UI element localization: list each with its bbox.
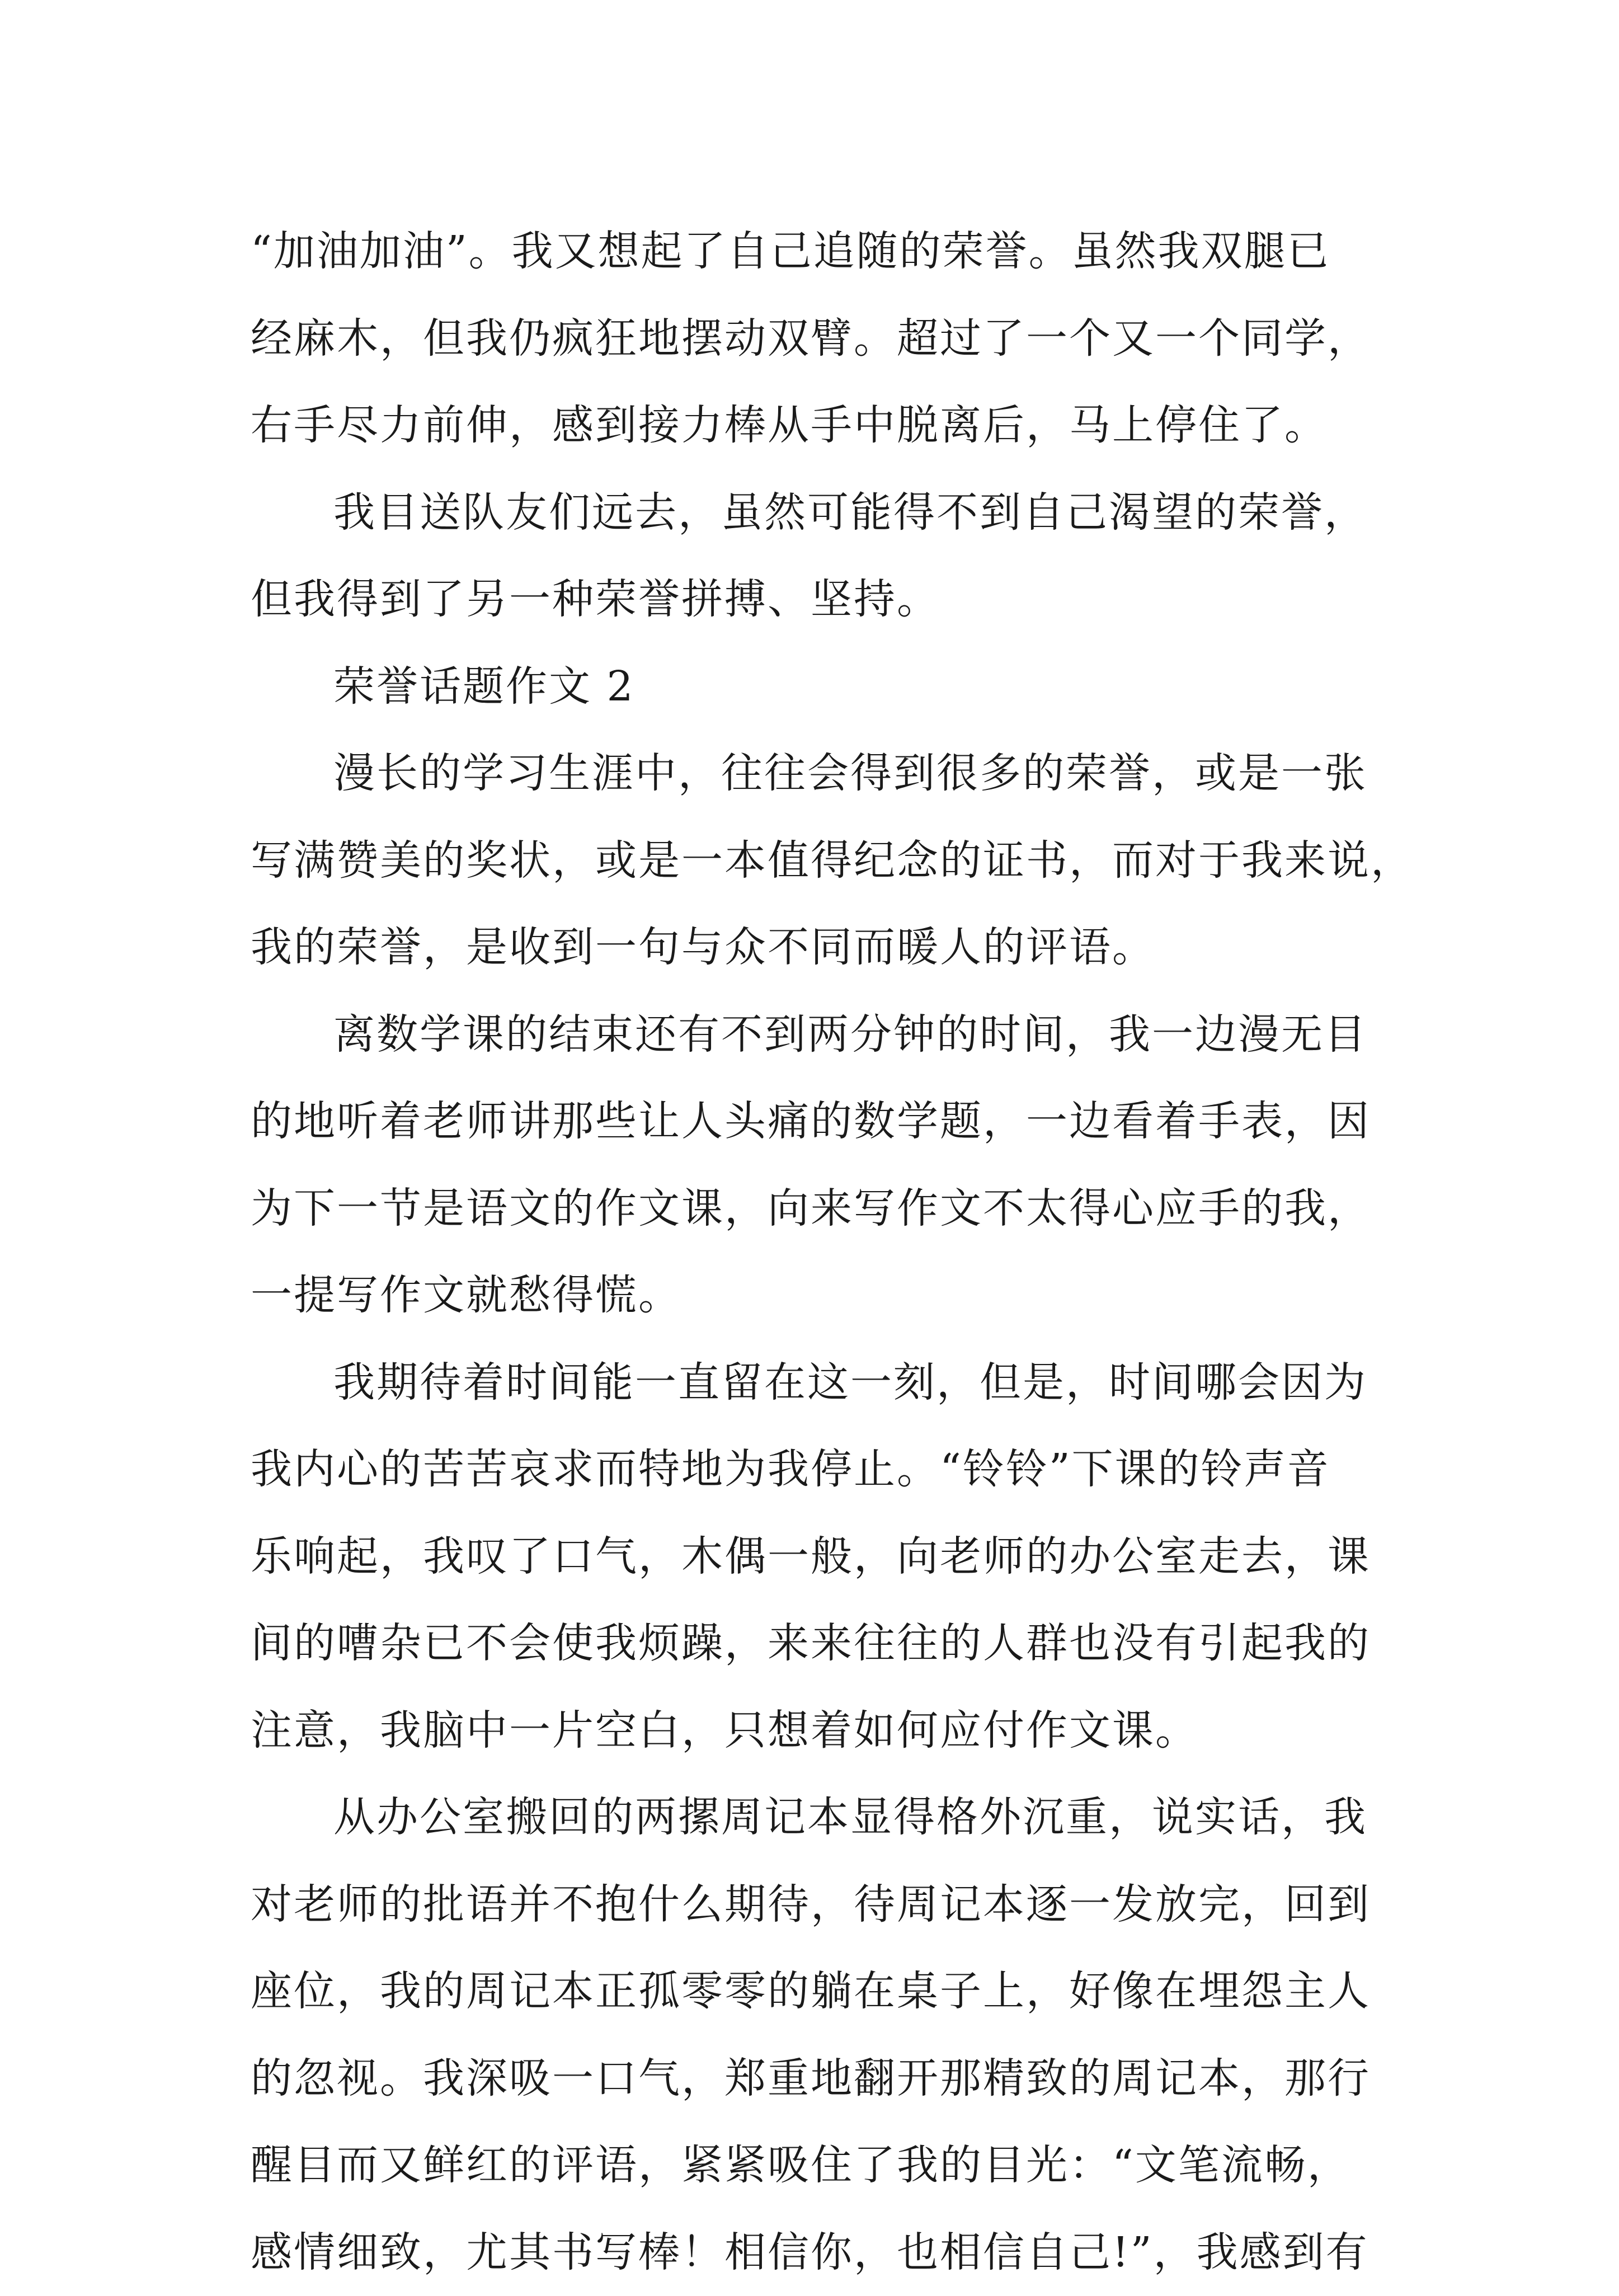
document-body: [251, 208, 1386, 2296]
paragraph-start-line: 离数学课的结束还有不到两分钟的时间，我一边漫无目: [251, 991, 1386, 1079]
paragraph-start-line: 漫长的学习生涯中，往往会得到很多的荣誉，或是一张: [251, 730, 1386, 817]
text-line: 座位，我的周记本正孤零零的躺在桌子上，好像在埋怨主人: [251, 1948, 1386, 2035]
text-line: 注意，我脑中一片空白，只想着如何应付作文课。: [251, 1687, 1386, 1775]
text-line: 一提写作文就愁得慌。: [251, 1252, 1386, 1339]
text-line: 对老师的批语并不抱什么期待，待周记本逐一发放完，回到: [251, 1861, 1386, 1949]
paragraph-start-line: 从办公室搬回的两摞周记本显得格外沉重，说实话，我: [251, 1774, 1386, 1861]
text-line: “加油加油”。我又想起了自己追随的荣誉。虽然我双腿已: [251, 208, 1386, 295]
paragraph-start-line: 我期待着时间能一直留在这一刻，但是，时间哪会因为: [251, 1339, 1386, 1427]
text-line: 右手尽力前伸，感到接力棒从手中脱离后，马上停住了。: [251, 382, 1386, 469]
text-line: 为下一节是语文的作文课，向来写作文不太得心应手的我，: [251, 1165, 1386, 1253]
text-line: 醒目而又鲜红的评语，紧紧吸住了我的目光：“文笔流畅，: [251, 2122, 1386, 2209]
text-line: 乐响起，我叹了口气，木偶一般，向老师的办公室走去，课: [251, 1513, 1386, 1601]
section-heading: 荣誉话题作文 2: [251, 643, 1386, 731]
text-line: 我内心的苦苦哀求而特地为我停止。“铃铃”下课的铃声音: [251, 1426, 1386, 1513]
text-line: 间的嘈杂已不会使我烦躁，来来往往的人群也没有引起我的: [251, 1600, 1386, 1687]
text-line: 但我得到了另一种荣誉拼搏、坚持。: [251, 556, 1386, 643]
text-line: 我的荣誉，是收到一句与众不同而暖人的评语。: [251, 904, 1386, 991]
text-line: 的忽视。我深吸一口气，郑重地翻开那精致的周记本，那行: [251, 2035, 1386, 2123]
text-line: 的地听着老师讲那些让人头痛的数学题，一边看着手表，因: [251, 1078, 1386, 1165]
text-line: 感情细致，尤其书写棒！相信你，也相信自己!”，我感到有: [251, 2209, 1386, 2296]
paragraph-start-line: 我目送队友们远去，虽然可能得不到自己渴望的荣誉，: [251, 469, 1386, 557]
text-line: 经麻木，但我仍疯狂地摆动双臂。超过了一个又一个同学，: [251, 295, 1386, 383]
text-line: 写满赞美的奖状，或是一本值得纪念的证书，而对于我来说，: [251, 817, 1386, 905]
